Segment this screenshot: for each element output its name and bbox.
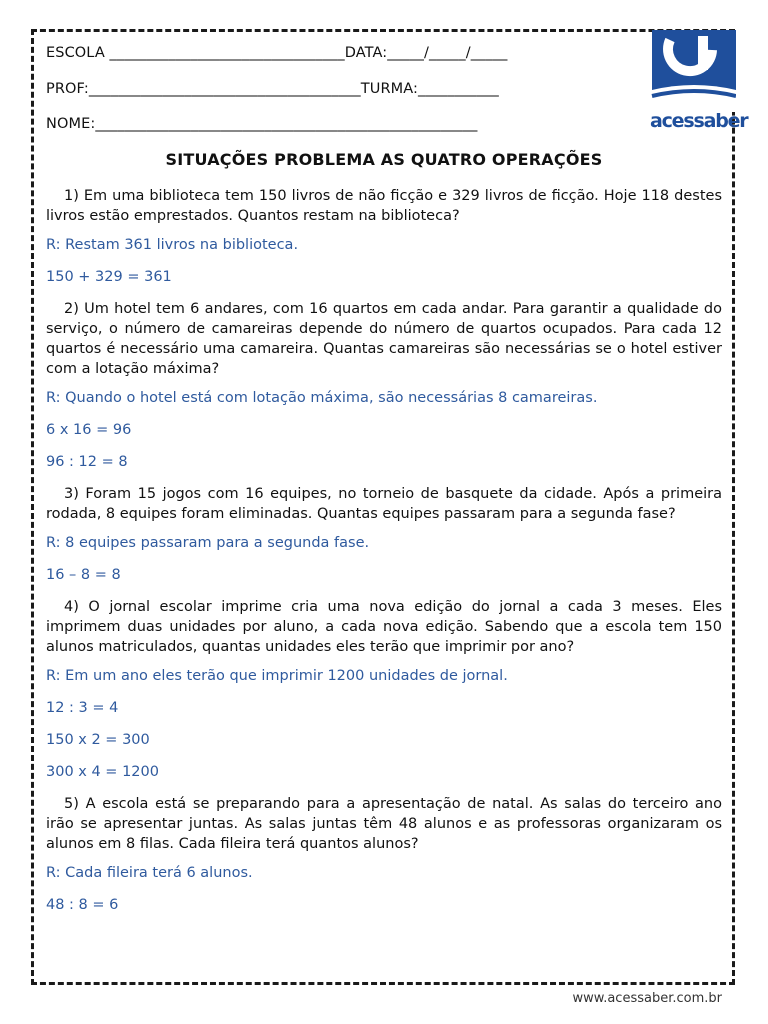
header-prof-line: PROF:_____________________________________TURMA:___________: [46, 81, 499, 97]
problem-answer: R: Restam 361 livros na biblioteca.: [46, 237, 299, 253]
problem-calculation: 150 + 329 = 361: [46, 269, 172, 285]
problem-calculation: 96 : 12 = 8: [46, 454, 128, 470]
problem-question: 1) Em uma biblioteca tem 150 livros de não ficção e 329 livros de ficção. Hoje 118 destes livros estão emprestados. Quantos restam na biblioteca?: [46, 188, 722, 224]
problem-question: 4) O jornal escolar imprime cria uma nova edição do jornal a cada 3 meses. Eles imprimem duas unidades por aluno, a cada nova edição. Sabendo que a escola tem 150 alunos matriculados, quantas unidades eles terão que imprimir por ano?: [46, 599, 722, 655]
problem-5: [46, 794, 722, 915]
problem-calculation: 48 : 8 = 6: [46, 897, 119, 913]
header-escola-line: ESCOLA ________________________________DATA:_____/_____/_____: [46, 45, 508, 61]
problem-answer: R: 8 equipes passaram para a segunda fase.: [46, 535, 370, 551]
footer-website: www.acessaber.com.br: [572, 991, 722, 1006]
header-nome-line: NOME:____________________________________________________: [46, 116, 478, 132]
problem-answer: R: Em um ano eles terão que imprimir 1200 unidades de jornal.: [46, 668, 508, 684]
problem-answer: R: Quando o hotel está com lotação máxima, são necessárias 8 camareiras.: [46, 390, 598, 406]
problem-calculation: 16 – 8 = 8: [46, 567, 121, 583]
problem-calculation: 6 x 16 = 96: [46, 422, 132, 438]
problem-1: [46, 186, 722, 287]
problem-calculation: 300 x 4 = 1200: [46, 764, 159, 780]
problem-question: 5) A escola está se preparando para a apresentação de natal. As salas do terceiro ano irão se apresentar juntas. As salas juntas têm 48 alunos e as professoras organizaram os alunos em 8 filas. Cada fileira terá quantos alunos?: [46, 796, 722, 852]
problem-calculation: 150 x 2 = 300: [46, 732, 150, 748]
problem-2: [46, 299, 722, 472]
problem-3: [46, 484, 722, 585]
problems-list: [46, 186, 722, 927]
problem-question: 3) Foram 15 jogos com 16 equipes, no torneio de basquete da cidade. Após a primeira rodada, 8 equipes foram eliminadas. Quantas equipes passaram para a segunda fase?: [46, 486, 722, 522]
problem-calculation: 12 : 3 = 4: [46, 700, 119, 716]
problem-4: [46, 597, 722, 782]
logo-wordmark: acessaber: [650, 110, 748, 132]
problem-answer: R: Cada fileira terá 6 alunos.: [46, 865, 253, 881]
page-title: SITUAÇÕES PROBLEMA AS QUATRO OPERAÇÕES: [165, 150, 603, 169]
problem-question: 2) Um hotel tem 6 andares, com 16 quartos em cada andar. Para garantir a qualidade do serviço, o número de camareiras depende do número de quartos ocupados. Para cada 12 quartos é necessário uma camareira. Quantas camareiras são necessárias se o hotel estiver com a lotação máxima?: [46, 301, 722, 377]
